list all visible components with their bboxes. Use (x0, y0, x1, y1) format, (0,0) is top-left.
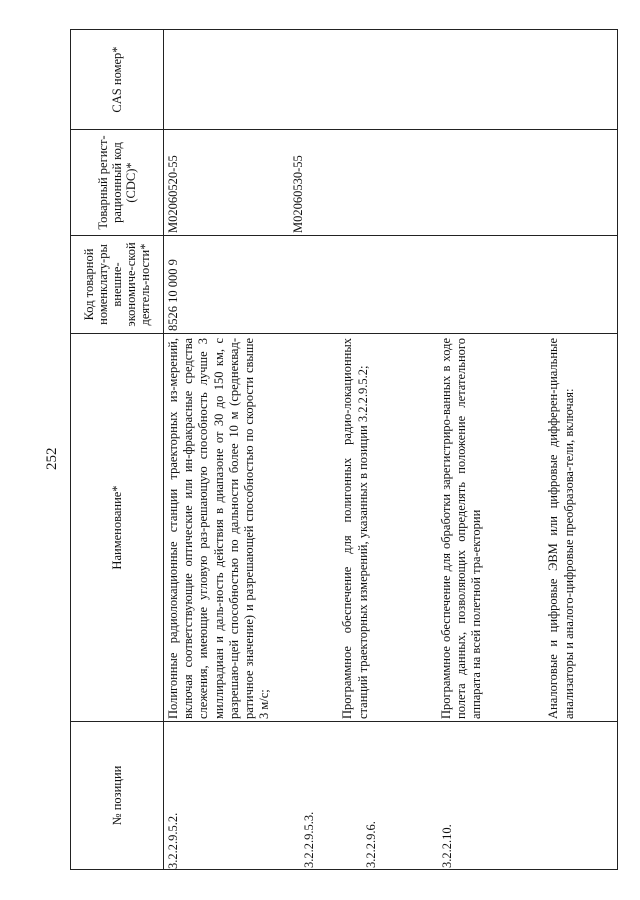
row-name: Полигонные радиолокационные станции траекторных из-мерений, включая соответствующие оптические или ин-фракрасные средства слежения, имеющие угловую раз-решающую способность лучше 3 миллирадиан и даль-ность действия в диапазоне от 30 до 150 км, с разрешаю-щей способностью по дальности более 10 м (среднеквад-ратичное значение) и разрешающей способностью по скорости свыше 3 м/с; (166, 338, 272, 719)
header-cdc-code: Товарный регист-рационный код (CDC)* (71, 130, 164, 236)
row-tnved-code: 8526 10 000 9 (166, 259, 180, 331)
header-cas-number: CAS номер* (71, 30, 164, 130)
row-cdc-code: M02060520-55 (166, 155, 180, 233)
table-row (164, 30, 618, 870)
row-position: 3.2.2.9.5.2. (166, 812, 180, 869)
row-name: Программное обеспечение для обработки зарегистриро-ванных в ходе полета данных, позволяющих определять положение летательного аппарата на всей полетной тра-ектории (438, 338, 484, 719)
header-tnved-code: Код товарной номенклату-ры внешне-экономиче-ской деятель-ности* (71, 236, 164, 334)
row-name: Аналоговые и цифровые ЭВМ или цифровые дифферен-циальные анализаторы и аналого-цифровые преобразова-тели, включая: (546, 338, 576, 719)
row-position: 3.2.2.9.6. (364, 821, 378, 868)
rotated-sheet (40, 30, 576, 870)
header-position: № позиции (71, 722, 164, 870)
page-number: 252 (44, 447, 60, 470)
row-position: 3.2.2.9.5.3. (302, 811, 316, 868)
header-name: Наименование* (71, 334, 164, 722)
row-cdc-code: M02060530-55 (291, 155, 306, 233)
row-cas-number (164, 30, 166, 129)
control-list-table (70, 29, 618, 870)
row-position: 3.2.2.10. (440, 824, 454, 868)
table-header-row (71, 30, 164, 870)
row-name: Программное обеспечение для полигонных радио-локационных станций траекторных измерений, указанных в позиции 3.2.2.9.5.2; (340, 338, 370, 719)
